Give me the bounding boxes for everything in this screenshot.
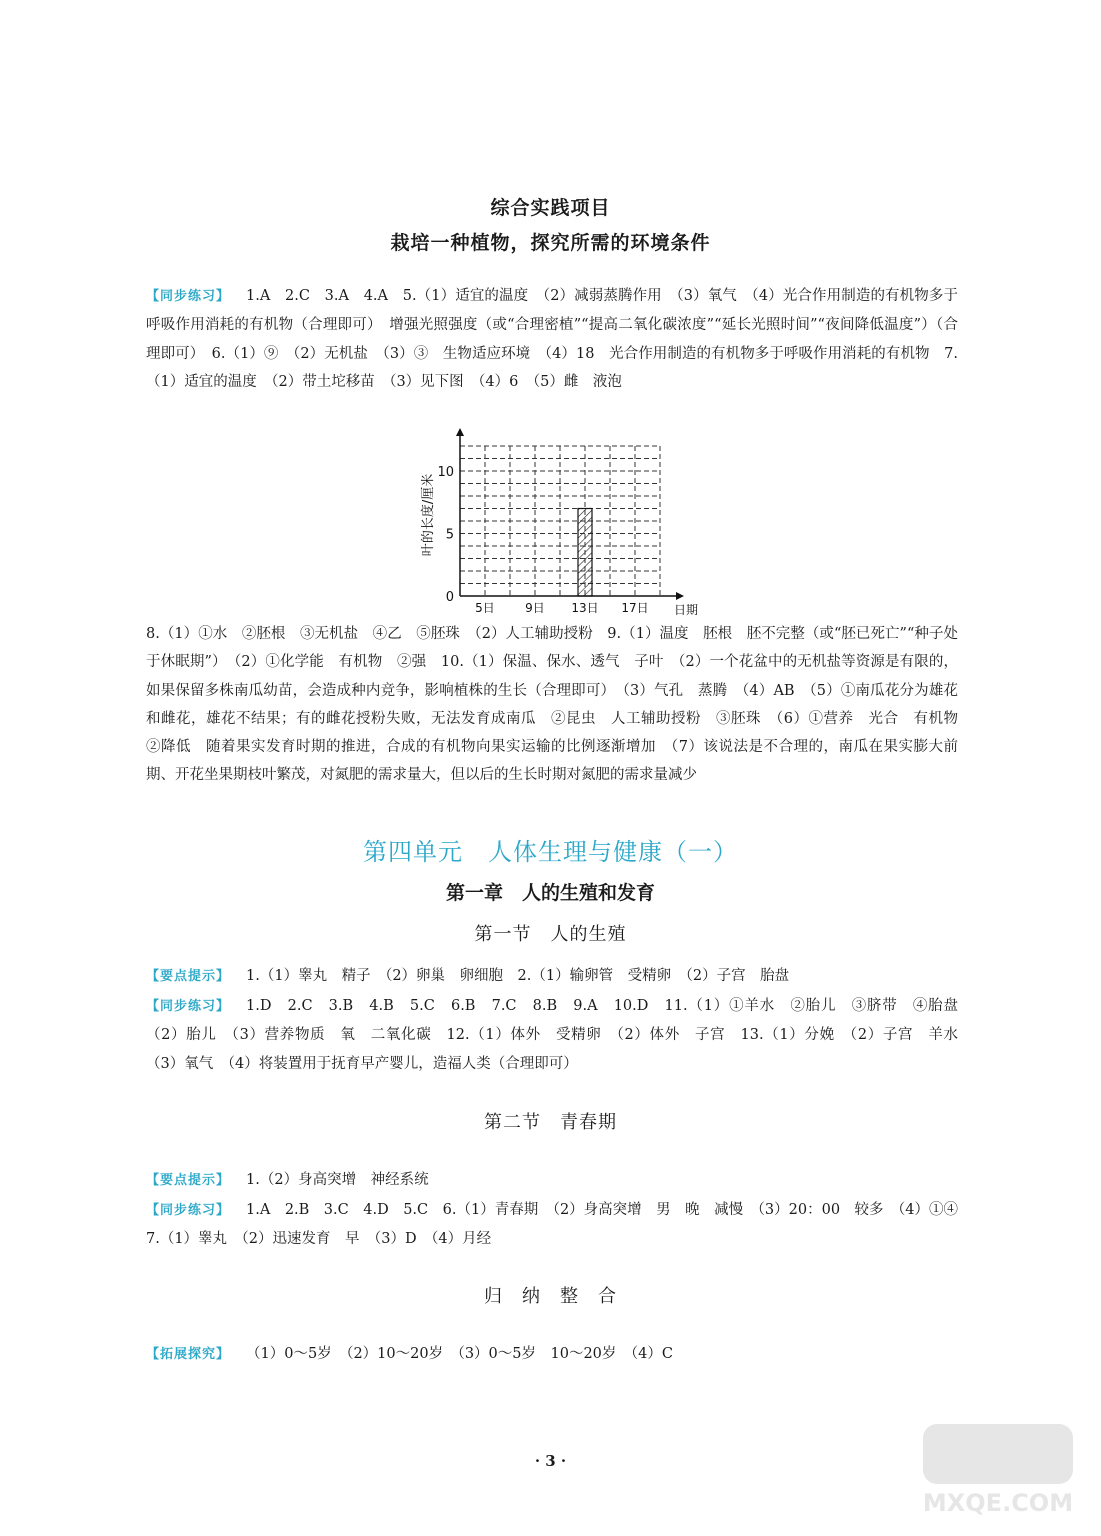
- practice-tag: 【同步练习】: [146, 1203, 231, 1218]
- y-tick-label: 5: [445, 527, 454, 543]
- x-tick-label: 17日: [621, 601, 649, 615]
- section1-practice: [146, 992, 973, 1078]
- x-axis-arrow: [676, 592, 684, 600]
- summary-paragraph: [146, 1340, 958, 1369]
- summary-text: （1）0～5岁 （2）10～20岁 （3）0～5岁 10～20岁 （4）C: [246, 1346, 673, 1362]
- y-axis-arrow: [456, 428, 464, 436]
- y-tick-label: 0: [445, 590, 454, 605]
- bar: [578, 509, 592, 597]
- page-number: · 3 ·: [534, 1452, 567, 1470]
- explore-tag: 【拓展探究】: [146, 1347, 231, 1362]
- watermark-logo: [913, 1416, 1083, 1526]
- summary-title: 归 纳 整 合: [484, 1286, 617, 1307]
- x-tick-label: 9日: [525, 601, 545, 615]
- project-practice-paragraph-2: 8.（1）①水 ②胚根 ③无机盐 ④乙 ⑤胚珠 （2）人工辅助授粉 9.（1）温度 胚根 胚不完整（或“胚已死亡”“种子处于休眠期”） （2）①化学能 有机物 ②强 10.（1）保温、保水、透气 子叶 （2）一个花盆中的无机盐等资源是有限的，如果保留多株南瓜幼苗，会造成种内竞争，影响植株的生长（合理即可） （3）气孔 蒸腾 （4）AB （5）①南瓜花分为雄花和雌花，雄花不结果；有的雌花授粉失败，无法发育成南瓜 ②昆虫 人工辅助授粉 ③胚珠 （6）①营养 光合 有机物 ②降低 随着果实发育时期的推进，合成的有机物向果实运输的比例逐渐增加 （7）该说法是不合理的，南瓜在果实膨大前期、开花坐果期枝叶繁茂，对氮肥的需求量大，但以后的生长时期对氮肥的需求量减少: [146, 626, 973, 784]
- unit-title: 第四单元 人体生理与健康（一）: [363, 838, 738, 866]
- practice-text: 1.A 2.B 3.C 4.D 5.C 6.（1）青春期 （2）身高突增 男 晚 减慢 （3）20：00 较多 （4）①④ 7.（1）睾丸 （2）迅速发育 早 （3）D （4）月经: [146, 1202, 973, 1248]
- section2-tips: [146, 1166, 958, 1195]
- tips-text: 1.（1）睾丸 精子 （2）卵巢 卵细胞 2.（1）输卵管 受精卵 （2）子宫 胎盘: [246, 968, 790, 984]
- y-tick-label: 10: [437, 465, 454, 480]
- project-practice-paragraph: [146, 282, 958, 396]
- section1-tips: [146, 962, 958, 991]
- watermark-text: MXQE.COM: [922, 1489, 1074, 1517]
- section2-practice: [146, 1196, 973, 1254]
- tips-text: 1.（2）身高突增 神经系统: [246, 1172, 429, 1188]
- practice-tag: 【同步练习】: [146, 289, 231, 304]
- project-title: 综合实践项目: [490, 197, 611, 219]
- y-axis-label: 叶的长度/厘米: [421, 473, 436, 557]
- x-tick-label: 13日: [571, 601, 599, 615]
- section1-title: 第一节 人的生殖: [474, 924, 627, 945]
- chapter-title: 第一章 人的生殖和发育: [445, 882, 655, 904]
- practice-text: 1.A 2.C 3.A 4.A 5.（1）适宜的温度 （2）减弱蒸腾作用 （3）氧气 （4）光合作用制造的有机物多于呼吸作用消耗的有机物（合理即可） 增强光照强度（或“合理密植”“提高二氧化碳浓度”“延长光照时间”“夜间降低温度”）（合理即可） 6.（1）⑨ （2）无机盐 （3）③ 生物适应环境 （4）18 光合作用制造的有机物多于呼吸作用消耗的有机物 7.（1）适宜的温度 （2）带土坨移苗 （3）见下图 （4）6 （5）雌 液泡: [146, 288, 958, 390]
- practice-tag: 【同步练习】: [146, 999, 231, 1014]
- practice-text: 1.D 2.C 3.B 4.B 5.C 6.B 7.C 8.B 9.A 10.D 11.（1）①羊水 ②胎儿 ③脐带 ④胎盘 （2）胎儿 （3）营养物质 氧 二氧化碳 12.（1）体外 受精卵 （2）体外 子宫 13.（1）分娩 （2）子宫 羊水 （3）氧气 （4）将装置用于抚育早产婴儿，造福人类（合理即可）: [146, 998, 973, 1072]
- leaf-length-chart: [412, 428, 702, 628]
- x-axis-label: 日期: [673, 603, 699, 617]
- project-subtitle: 栽培一种植物，探究所需的环境条件: [390, 232, 711, 254]
- section2-title: 第二节 青春期: [484, 1112, 617, 1133]
- tips-tag: 【要点提示】: [146, 969, 231, 984]
- x-tick-label: 5日: [475, 601, 495, 615]
- tips-tag: 【要点提示】: [146, 1173, 231, 1188]
